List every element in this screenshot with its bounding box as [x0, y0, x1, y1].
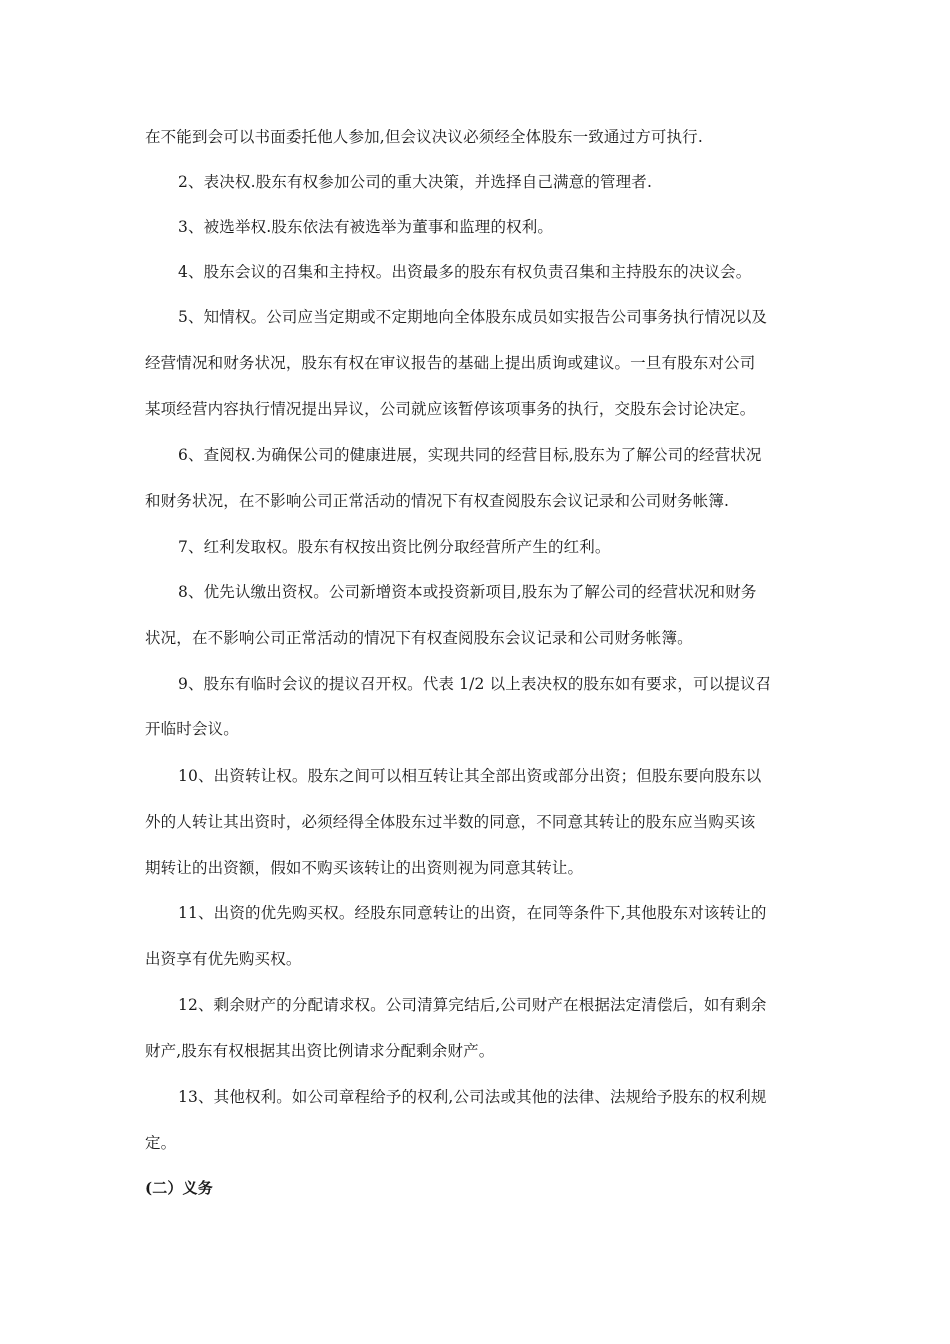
paragraph-line: 外的人转让其出资时，必须经得全体股东过半数的同意，不同意其转让的股东应当购买该: [145, 813, 756, 831]
paragraph-line: 8、优先认缴出资权。公司新增资本或投资新项目,股东为了解公司的经营状况和财务: [178, 583, 757, 601]
paragraph-line: 6、查阅权.为确保公司的健康进展，实现共同的经营目标,股东为了解公司的经营状况: [178, 446, 762, 464]
paragraph-line: 出资享有优先购买权。: [145, 950, 302, 968]
paragraph-line: 10、出资转让权。股东之间可以相互转让其全部出资或部分出资；但股东要向股东以: [178, 767, 762, 785]
paragraph-line: 状况，在不影响公司正常活动的情况下有权查阅股东会议记录和公司财务帐簿。: [145, 629, 693, 647]
paragraph-line: 期转让的出资额，假如不购买该转让的出资则视为同意其转让。: [145, 859, 584, 877]
paragraph-line: 11、出资的优先购买权。经股东同意转让的出资，在同等条件下,其他股东对该转让的: [178, 904, 767, 922]
paragraph-line: 9、股东有临时会议的提议召开权。代表 1/2 以上表决权的股东如有要求，可以提议召: [178, 675, 772, 693]
paragraph-line: 经营情况和财务状况，股东有权在审议报告的基础上提出质询或建议。一旦有股东对公司: [145, 354, 756, 372]
section-heading: (二）义务: [145, 1179, 213, 1197]
paragraph-line: 2、表决权.股东有权参加公司的重大决策，并选择自己满意的管理者.: [178, 173, 653, 191]
paragraph-line: 开临时会议。: [145, 720, 239, 738]
paragraph-line: 12、剩余财产的分配请求权。公司清算完结后,公司财产在根据法定清偿后，如有剩余: [178, 996, 767, 1014]
paragraph-line: 在不能到会可以书面委托他人参加,但会议决议必须经全体股东一致通过方可执行.: [145, 128, 703, 146]
paragraph-line: 3、被选举权.股东依法有被选举为董事和监理的权利。: [178, 218, 554, 236]
paragraph-line: 13、其他权利。如公司章程给予的权利,公司法或其他的法律、法规给予股东的权利规: [178, 1088, 767, 1106]
paragraph-line: 和财务状况，在不影响公司正常活动的情况下有权查阅股东会议记录和公司财务帐簿.: [145, 492, 730, 510]
paragraph-line: 财产,股东有权根据其出资比例请求分配剩余财产。: [145, 1042, 495, 1060]
paragraph-line: 定。: [145, 1134, 177, 1152]
paragraph-line: 某项经营内容执行情况提出异议，公司就应该暂停该项事务的执行，交股东会讨论决定。: [145, 400, 756, 418]
paragraph-line: 4、股东会议的召集和主持权。出资最多的股东有权负责召集和主持股东的决议会。: [178, 263, 752, 281]
paragraph-line: 7、红利发取权。股东有权按出资比例分取经营所产生的红利。: [178, 538, 611, 556]
paragraph-line: 5、知情权。公司应当定期或不定期地向全体股东成员如实报告公司事务执行情况以及: [178, 308, 768, 326]
